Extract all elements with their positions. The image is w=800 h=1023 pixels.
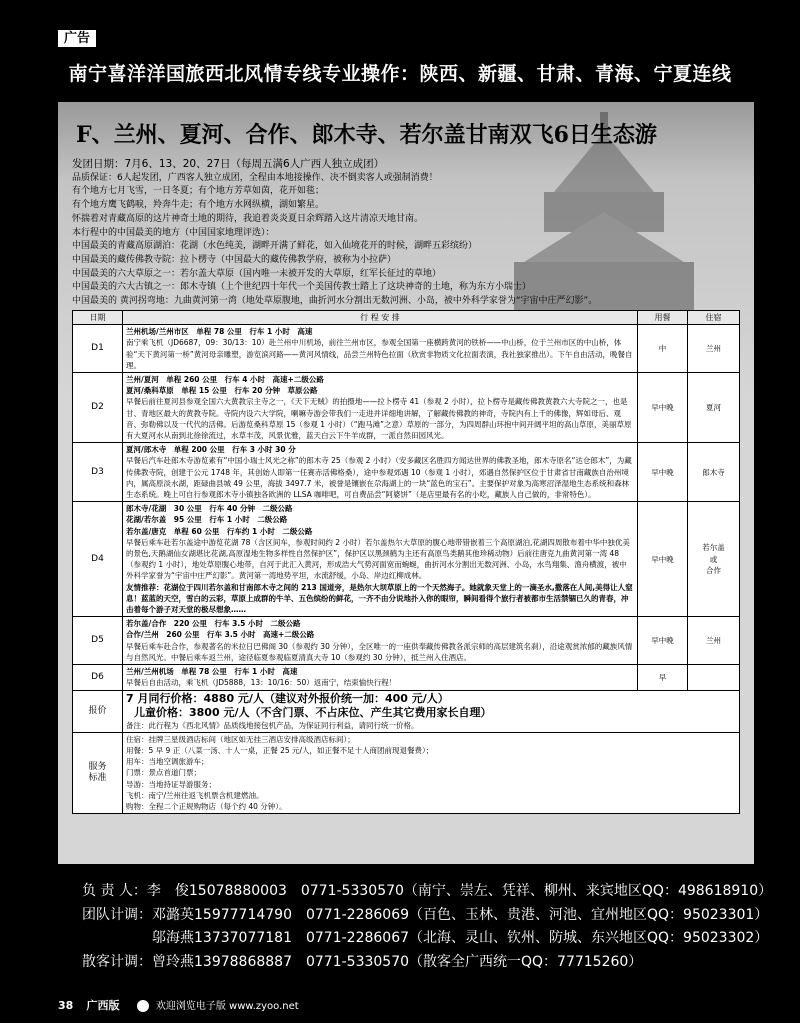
footer-text: 欢迎浏览电子版 www.zyoo.net (155, 1001, 299, 1012)
info-line: 品质保证：6人起发团，广西客人独立成团，全程由本地接操作、决不倒卖客人或强制消费！ (72, 172, 438, 183)
price-row (73, 690, 740, 732)
itinerary-cell (123, 325, 638, 373)
stay-cell: 郎木寺 (688, 443, 740, 502)
headline: 南宁喜洋洋国旅西北风情专线专业操作：陕西、新疆、甘肃、青海、宁夏连线 (68, 63, 732, 85)
table-row (73, 373, 740, 443)
route-body: 早餐后乘车赴若尔盖途中游览花湖 78（含区间车，参观时间约 2 小时）若尔盖热尔大草原的腹心地带错嵌着三个高原湖泊,花湖四周散布着中华中独优美的景色,天鹅湖仙女湖堪比花湖,高原湿地生物多样性自然保护区”，保护区以黑颈鹤为主还有高原鸟类鹅其他珍稀动物）后前往唐克九曲黄河第一湾 48（参观约 1 小时），地处草原腹心地带，自河于此汇入黄河，形成浩大气势河面宽而蜿蜒，曲折河水分割出无数河洲、小岛，水鸟翔集、渔舟横渡，被中外科学家誉为“宇宙中庄严幻影”。黄河第一湾地势平坦，水流舒缓，小岛、岸边红柳成林。 (126, 537, 630, 581)
stay-cell: 兰州 (688, 325, 740, 373)
stay-cell (688, 665, 740, 690)
day-cell: D6 (73, 665, 123, 690)
content-panel (58, 102, 754, 864)
itinerary-cell (123, 665, 638, 690)
contact-line: 团队计调：邓潞英15977714790 0771-2286069（百色、玉林、贵港、河池、宜州地区QQ：95023301） (82, 906, 769, 923)
meals-cell: 早中晚 (638, 502, 688, 617)
price-note: 备注：此行程为《西北风情》品质线地接包机产品，为保证同行利益，请同行统一价格。 (126, 720, 419, 730)
itinerary-cell (123, 502, 638, 617)
info-line: 中国最美的藏传佛教寺院：拉卜楞寺（中国最大的藏传佛教学府，被称为小拉萨） (72, 254, 397, 265)
service-cell (123, 732, 740, 813)
table-row (73, 325, 740, 373)
stay-cell: 若尔盖 或 合作 (688, 502, 740, 617)
route-head: 夏河/郎木寺 单程 200 公里 行车 3 小时 30 分 (126, 445, 296, 455)
meals-cell: 早中晚 (638, 373, 688, 443)
header-stay: 住宿 (688, 311, 740, 325)
price-label: 报价 (73, 690, 123, 732)
route-body: 早餐后汽车赴郎木寺游览素有“中国小瑞士风光之称”的郎木寺 25（参观 2 小时）（安多藏区名胜四方闻达世界的佛教圣地，郎木寺原名“达仓郎木”，为藏传佛教寺院，创建于公元 1748 年，其创始人即第一任赛赤活佛格桑），途中参观郊遇 10（参观 1 小时），郊遇自然保护区位于甘肃省甘南藏族自治州境内，属高原淡水湖，距碌曲县城 49 公里，海拔 3497.7 米，被誉是镶嵌在尕海湖上的一块“蓝色的宝石”。主要保护对象为高寒沼泽湿地生态系统和森林生态系统。晚上可自行参观郎木寺小镇独各欧洲的 LLSA 咖啡吧，可自费品尝“阿婆饼”（是店里最有名的小吃，藏族人自己做的，非常特色）。 (126, 456, 632, 500)
day-cell: D1 (73, 325, 123, 373)
table-row (73, 443, 740, 502)
route-title: F、兰州、夏河、合作、郎木寺、若尔盖甘南双飞6日生态游 (76, 122, 657, 148)
departure-dates: 发团日期：7月6、13、20、27日（每周五满6人广西人独立成团） (72, 158, 385, 170)
table-row (73, 665, 740, 690)
route-body: 早餐后乘车赴合作，参观著名的米拉日巴佛阁 30（参观约 30 分钟），全区唯一的一座供奉藏传佛教各派宗师的高层建筑名刹），沿途观赏浓郁的藏族风情与自然风光。中餐后乘车返兰州，途径临夏参观临夏清真大寺 10（参观约 30 分钟），抵兰州入住酒店。 (126, 641, 633, 662)
table-header-row (73, 311, 740, 325)
itinerary-table (72, 310, 740, 814)
itinerary-cell (123, 443, 638, 502)
service-item: 购物：全程二个正规购物店（每个约 40 分钟）。 (126, 801, 287, 811)
edition-label: 广西版 (86, 999, 120, 1012)
day-cell: D3 (73, 443, 123, 502)
route-body: 早餐后前往夏河县参观全国六大黄教宗主寺之一，《天下无贼》的拍摄地——拉卜楞寺 41（参观 2 小时），拉卜楞寺是藏传佛教黄教六大寺院之一，也是甘、青地区最大的黄教寺院。寺院内设六大学院，喇嘛寺游会带我们一走进并详细地讲解，了解藏传佛教的神奇，寺院内有上千的佛像，辉如母后、观音、弥勒佛以及一代代的活佛。后游览桑科草原 15（参观 1 小时）（“跑马滩”之意）草原的一部分，为四周群山环抱中间开阔平坦的高山草原，美丽草原有大夏河水从南到北徐徐流过，水草丰茂，风景优雅，蓝天白云下牛羊成群，一派自然田园风光。 (126, 397, 632, 441)
table-row (73, 502, 740, 617)
trip-info (72, 158, 672, 309)
route-head: 兰州/夏河 单程 260 公里 行车 4 小时 高速+二级公路 夏河/桑科草原 单程 15 公里 行车 20 分钟 草原公路 (126, 375, 324, 396)
price-cell (123, 690, 740, 732)
service-label: 服务 标准 (73, 732, 123, 813)
route-head: 若尔盖/合作 220 公里 行车 3.5 小时 二级公路 合作/兰州 260 公里 行车 3.5 小时 高速+二级公路 (126, 619, 315, 640)
route-body: 早餐后自由活动，乘飞机（JD5888，13：10/16：50）返南宁，结束愉快行程！ (126, 678, 397, 688)
contact-line: 邬海燕13737077181 0771-2286067（北海、灵山、钦州、防城、东兴地区QQ：95023302） (82, 930, 769, 946)
meals-cell: 早中晚 (638, 443, 688, 502)
price-adult: 7 月同行价格：4880 元/人（建议对外报价统一加：400 元/人） (126, 691, 449, 705)
info-line: 中国最美的六大古镇之一：郎木寺镇（上个世纪四十年代一个美国传教士踏上了这块神奇的土地，称为东方小瑞士） (72, 282, 532, 293)
route-head: 兰州机场/兰州市区 单程 78 公里 行车 1 小时 高速 (126, 327, 313, 337)
table-row (73, 617, 740, 665)
itinerary-cell (123, 373, 638, 443)
service-item: 用车：当地空调旅游车； (126, 757, 209, 767)
stay-cell: 兰州 (688, 617, 740, 665)
info-line: 有个地方鹰飞鹤唳，羚奔牛走；有个地方水网纵横，湖如繁星。 (72, 200, 325, 211)
footer (58, 997, 299, 1013)
service-row (73, 732, 740, 813)
service-item: 门票：景点首道门票； (126, 768, 201, 778)
meals-cell: 早 (638, 665, 688, 690)
price-child: 儿童价格：3800 元/人（不含门票、不占床位、产生其它费用家长自理） (134, 705, 492, 719)
info-line: 中国最美的六大草原之一：若尔盖大草原（国内唯一未被开发的大草原，红军长征过的草地） (72, 268, 442, 279)
service-item: 飞机：南宁/兰州往返飞机票含机建燃油。 (126, 790, 264, 800)
stay-cell: 夏河 (688, 373, 740, 443)
day-cell: D4 (73, 502, 123, 617)
meals-cell: 早中晚 (638, 617, 688, 665)
ad-tag: 广告 (58, 30, 96, 47)
header-day: 日期 (73, 311, 123, 325)
itinerary-cell (123, 617, 638, 665)
info-line: 怀揣着对青藏高原的这片神奇土地的期待，我追着炎炎夏日余辉踏入这片清凉天地甘南。 (72, 213, 424, 224)
info-line: 有个地方七月飞雪，一日冬夏；有个地方芳草如茵，花开如毯； (72, 186, 325, 197)
info-line: 本行程中的中国最美的地方（中国国家地理评选）： (72, 227, 275, 238)
service-item: 住宿：挂牌三星级酒店标间（地区如无挂三酒店安排高级酒店标间）； (126, 734, 355, 744)
page-number: 38 (58, 999, 74, 1012)
contacts (82, 880, 772, 974)
info-line: 中国最美的 黄河拐弯地：九曲黄河第一湾（地处草原腹地，曲折河水分割出无数河洲、小岛，被中外科学家誉为“宇宙中庄严幻影”。 (72, 296, 598, 307)
recommendation: 友情推荐：花湖位于四川若尔盖和甘南郎木寺之间的 213 国道旁，是热尔大坝草原上的一个天然海子。她就象天堂上的一滴圣水,撒落在人间,美得让人窒息！蓝蓝的天空，雪白的云彩，草原上成群的牛羊、五色缤纷的鲜花，一齐不由分说地扑入你的眼帘，瞬间看得个旅行者被都市生活禁锢已久的青春，冲击着每个游子对天堂的极尽想象…… (126, 582, 633, 615)
day-cell: D5 (73, 617, 123, 665)
meals-cell: 中 (638, 325, 688, 373)
info-line: 中国最美的青藏高原湖泊：花湖（水色纯美，湖畔开满了鲜花，如入仙境花开的时候，湖畔五彩缤纷） (72, 241, 478, 252)
header-meals: 用餐 (638, 311, 688, 325)
route-head: 郎木寺/花湖 30 公里 行车 40 分钟 二级公路 花湖/若尔盖 95 公里 行车 1 小时 二级公路 若尔盖/唐克 单程 60 公里 行车约 1 小时 二级公路 (126, 504, 313, 536)
contact-line: 散客计调：曾玲燕13978868887 0771-5330570（散客全广西统一QQ：77715260） (82, 953, 643, 970)
day-cell: D2 (73, 373, 123, 443)
header-itinerary: 行 程 安 排 (123, 311, 638, 325)
service-item: 导游：当地持证导游服务； (126, 779, 216, 789)
contact-line: 负 责 人：李 俊15078880003 0771-5330570（南宁、崇左、凭祥、柳州、来宾地区QQ：498618910） (82, 883, 773, 899)
route-head: 兰州/兰州机场 单程 78 公里 行车 1 小时 高速 (126, 667, 298, 677)
logo-icon (137, 1000, 149, 1012)
route-body: 南宁乘飞机（JD6687，09：30/13：10）赴兰州中川机场，前往兰州市区，参观全国第一座横跨黄河的铁桥——中山桥，位于兰州市区的中山桥，体验“天下黄河第一桥”黄河母亲雕塑，游览滨河路——黄河风情线，品尝兰州特色拉面（欣赏非物质文化拉面表演，我社独家推出）。下午自由活动，晚餐自理。 (126, 338, 633, 370)
service-item: 用餐：5 早 9 正（八菜一汤、十人一桌，正餐 25 元/人，如正餐不足十人商团前现退餐费）； (126, 745, 434, 755)
